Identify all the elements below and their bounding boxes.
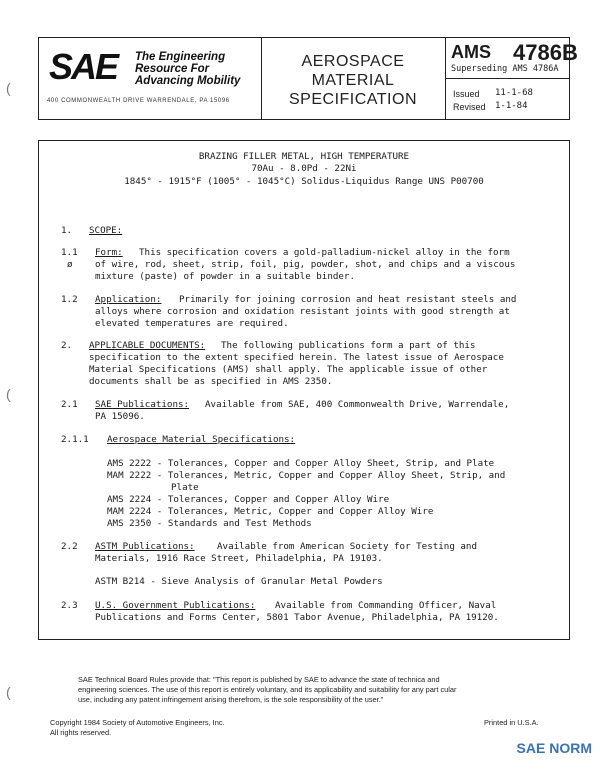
paragraph-line: of wire, rod, sheet, strip, foil, pig, powder, shot, and chips and a viscous	[95, 259, 516, 270]
list-item: Plate	[171, 482, 199, 493]
list-item: AMS 2350 - Standards and Test Methods	[107, 518, 312, 529]
revised-label: Revised	[453, 102, 486, 112]
list-item: ASTM B214 - Sieve Analysis of Granular Metal Powders	[95, 576, 383, 587]
tagline-line: Resource For	[135, 63, 210, 75]
section-heading: Form:	[95, 247, 123, 258]
paragraph-line: elevated temperatures are required.	[95, 318, 289, 329]
sae-branding	[39, 38, 262, 119]
superseding-note: Superseding AMS 4786A	[451, 64, 559, 74]
paragraph-line: Primarily for joining corrosion and heat resistant steels and	[179, 294, 517, 305]
paragraph-line: Material Specifications (AMS) shall apply. The applicable issue of other	[89, 364, 488, 375]
board-rules-line: use, including any patent infringement arising therefrom, is the sole responsibility of the user."	[78, 695, 384, 704]
section-heading: Aerospace Material Specifications:	[107, 434, 296, 445]
title-line: 70Au - 8.0Pd - 22Ni	[251, 163, 357, 174]
spec-number-block	[445, 38, 578, 119]
paragraph-line: The following publications form a part of this	[221, 340, 476, 351]
revised-date: 1-1-84	[495, 101, 528, 111]
ams-label: AMS	[451, 42, 491, 62]
punch-hole-mark: (	[6, 684, 11, 700]
sae-logo: SAE	[49, 46, 118, 87]
paragraph-line: This specification covers a gold-palladium-nickel alloy in the form	[139, 247, 510, 258]
paragraph-line: Publications and Forms Center, 5801 Tabor Avenue, Philadelphia, PA 19120.	[95, 612, 499, 623]
tagline-line: Advancing Mobility	[135, 75, 241, 87]
ams-number: 4786B	[513, 40, 578, 65]
paragraph-line: Available from American Society for Testing and	[217, 541, 477, 552]
paragraph-line: Available from SAE, 400 Commonwealth Drive, Warrendale,	[205, 399, 510, 410]
list-item: AMS 2224 - Tolerances, Copper and Copper Alloy Wire	[107, 494, 390, 505]
section-number: 1.	[61, 225, 73, 236]
section-number: 1.1	[61, 247, 78, 258]
paragraph-line: alloys where corrosion and oxidation resistant joints with good strength at	[95, 306, 510, 317]
section-heading: SCOPE:	[89, 225, 123, 236]
rights-reserved: All rights reserved.	[50, 728, 112, 737]
revision-mark: ø	[67, 259, 73, 270]
issued-label: Issued	[453, 89, 480, 99]
sae-address: 400 COMMONWEALTH DRIVE WARRENDALE, PA 15096	[47, 98, 230, 104]
paragraph-line: Materials, 1916 Race Street, Philadelphia, PA 19103.	[95, 553, 383, 564]
copyright: Copyright 1984 Society of Automotive Engineers, Inc.	[50, 718, 225, 727]
title-line: BRAZING FILLER METAL, HIGH TEMPERATURE	[198, 151, 410, 162]
issued-date: 11-1-68	[495, 88, 533, 98]
board-rules-line: engineering sciences. The use of this report is entirely voluntary, and its applicability and suitability for any part cular	[78, 685, 457, 694]
watermark-logo: SAE NORM	[516, 740, 592, 756]
printed-in: Printed in U.S.A.	[484, 718, 539, 727]
tagline-line: The Engineering	[135, 51, 226, 63]
spec-type-line: SPECIFICATION	[289, 91, 417, 108]
paragraph-line: specification to the extent specified herein. The latest issue of Aerospace	[89, 352, 504, 363]
spec-type-line: MATERIAL	[311, 72, 395, 89]
section-heading: U.S. Government Publications:	[95, 600, 256, 611]
paragraph-line: PA 15096.	[95, 411, 145, 422]
punch-hole-mark: (	[6, 386, 11, 402]
punch-hole-mark: (	[6, 80, 11, 96]
spec-type-line: AEROSPACE	[301, 53, 405, 70]
section-number: 1.2	[61, 294, 78, 305]
paragraph-line: Available from Commanding Officer, Naval	[275, 600, 497, 611]
specification-body	[38, 140, 570, 640]
paragraph-line: mixture (paste) of powder in a suitable binder.	[95, 271, 355, 282]
document-header	[38, 37, 578, 120]
section-heading: Application:	[95, 294, 162, 305]
board-rules-line: SAE Technical Board Rules provide that: "This report is published by SAE to advance the state of technica and	[78, 675, 440, 684]
list-item: MAM 2224 - Tolerances, Metric, Copper and Copper Alloy Wire	[107, 506, 434, 517]
section-number: 2.3	[61, 600, 78, 611]
title-line: 1845° - 1915°F (1005° - 1045°C) Solidus-Liquidus Range UNS P00700	[124, 176, 484, 187]
section-heading: ASTM Publications:	[95, 541, 195, 552]
list-item: MAM 2222 - Tolerances, Metric, Copper and Copper Alloy Sheet, Strip, and	[107, 470, 506, 481]
section-number: 2.2	[61, 541, 78, 552]
spec-type	[261, 38, 446, 119]
paragraph-line: documents shall be as specified in AMS 2350.	[89, 376, 333, 387]
section-heading: APPLICABLE DOCUMENTS:	[89, 340, 206, 351]
section-number: 2.1	[61, 399, 78, 410]
list-item: AMS 2222 - Tolerances, Copper and Copper Alloy Sheet, Strip, and Plate	[107, 458, 495, 469]
section-number: 2.	[61, 340, 73, 351]
section-number: 2.1.1	[61, 434, 89, 445]
section-heading: SAE Publications:	[95, 399, 190, 410]
header-divider	[445, 78, 569, 79]
